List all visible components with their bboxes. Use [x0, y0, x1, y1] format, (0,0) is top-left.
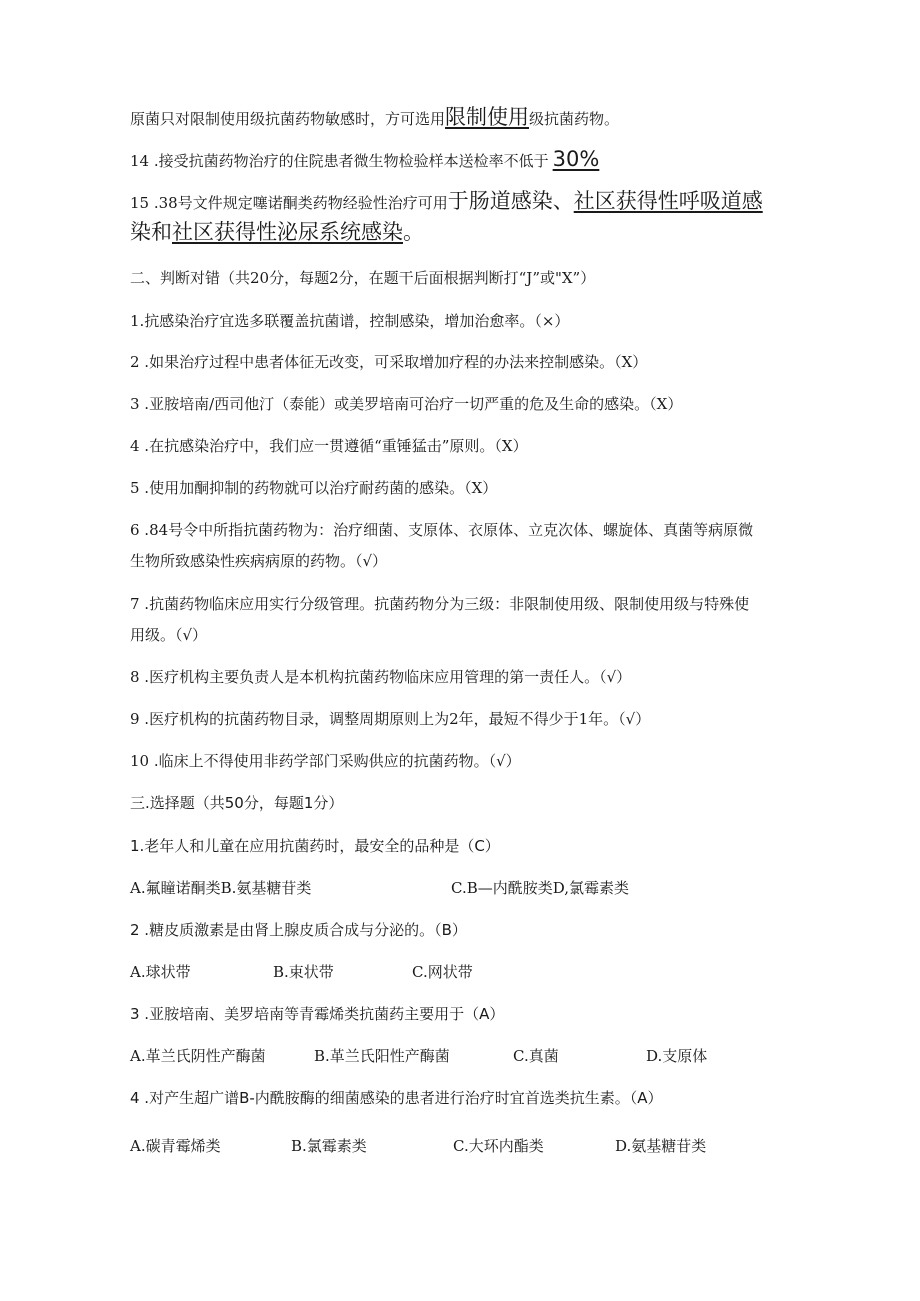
choice-3-option-d: D.支原体 — [646, 1047, 708, 1065]
choice-1-options-cd: C.B—内酰胺类D,氯霉素类 — [451, 879, 629, 897]
choice-2-option-a: A.球状带 — [130, 963, 191, 981]
choice-question-4: 4 .对产生超广谱B-内酰胺酶的细菌感染的患者进行治疗时宜首选类抗生素。（A） — [130, 1089, 663, 1107]
judge-question-10: 10 .临床上不得使用非药学部门采购供应的抗菌药物。（√） — [130, 752, 521, 770]
fill-question-15-cont — [130, 222, 424, 244]
fill-question-15 — [130, 191, 763, 213]
choice-question-3: 3 .亚胺培南、美罗培南等青霉烯类抗菌药主要用于（A） — [130, 1005, 505, 1023]
answer-part: 于肠道感染、 — [447, 189, 574, 213]
choice-3-option-a: A.革兰氏阴性产酶菌 — [130, 1047, 266, 1065]
text-segment: 级抗菌药物。 — [529, 110, 620, 128]
text-segment: 。 — [403, 220, 424, 244]
choice-2-option-c: C.网状带 — [412, 963, 473, 981]
fill-answer-13 — [130, 107, 619, 129]
judge-question-4: 4 .在抗感染治疗中，我们应一贯遵循“重锤猛击”原则。（X） — [130, 437, 528, 455]
choice-question-1: 1.老年人和儿童在应用抗菌药时，最安全的品种是（C） — [130, 837, 500, 855]
choice-4-option-c: C.大环内酯类 — [453, 1137, 544, 1155]
answer-30-percent: 30% — [552, 147, 600, 171]
judge-question-2: 2 .如果治疗过程中患者体征无改变，可采取增加疗程的办法来控制感染。（X） — [130, 353, 648, 371]
section-heading-choice: 三.选择题（共50分，每题1分） — [130, 794, 344, 812]
text-segment: 原菌只对限制使用级抗菌药物敏感时，方可选用 — [130, 110, 446, 128]
judge-question-3: 3 .亚胺培南/西司他汀（泰能）或美罗培南可治疗一切严重的危及生命的感染。（X） — [130, 395, 683, 413]
judge-question-6-cont: 生物所致感染性疾病病原的药物。（√） — [130, 552, 388, 570]
text-segment: 14 .接受抗菌药物治疗的住院患者微生物检验样本送检率不低于 — [130, 152, 549, 170]
judge-question-7-cont: 用级。（√） — [130, 626, 208, 644]
text-segment: 15 .38号文件规定噻诺酮类药物经验性治疗可用 — [130, 194, 448, 212]
answer-part: 社区获得性呼吸道感 — [573, 189, 763, 213]
choice-1-options-ab: A.氟瞳诺酮类B.氨基糖苷类 — [130, 879, 312, 897]
answer-part: 染和 — [130, 220, 172, 244]
judge-question-5: 5 .使用加酮抑制的药物就可以治疗耐药菌的感染。（X） — [130, 479, 498, 497]
judge-question-6: 6 .84号令中所指抗菌药物为：治疗细菌、支原体、衣原体、立克次体、螺旋体、真菌等病原微 — [130, 521, 754, 539]
judge-question-1: 1.抗感染治疗宜选多联覆盖抗菌谱，控制感染，增加治愈率。（×） — [130, 312, 570, 330]
judge-question-9: 9 .医疗机构的抗菌药物目录，调整周期原则上为2年，最短不得少于1年。（√） — [130, 710, 651, 728]
choice-4-option-b: B.氯霉素类 — [291, 1137, 367, 1155]
choice-3-option-b: B.革兰氏阳性产酶菌 — [314, 1047, 450, 1065]
choice-question-2: 2 .糖皮质激素是由肾上腺皮质合成与分泌的。（B） — [130, 921, 467, 939]
answer-restricted-use: 限制使用 — [445, 105, 530, 129]
judge-question-7: 7 .抗菌药物临床应用实行分级管理。抗菌药物分为三级：非限制使用级、限制使用级与特殊使 — [130, 595, 750, 613]
choice-4-option-a: A.碳青霉烯类 — [130, 1137, 221, 1155]
choice-3-option-c: C.真菌 — [513, 1047, 559, 1065]
choice-4-option-d: D.氨基糖苷类 — [615, 1137, 707, 1155]
fill-question-14 — [130, 149, 599, 171]
section-heading-judge: 二、判断对错（共20分，每题2分，在题干后面根据判断打“J”或"X”） — [130, 269, 596, 287]
answer-part: 社区获得性泌尿系统感染 — [172, 220, 403, 244]
judge-question-8: 8 .医疗机构主要负责人是本机构抗菌药物临床应用管理的第一责任人。（√） — [130, 668, 632, 686]
choice-2-option-b: B.束状带 — [273, 963, 334, 981]
